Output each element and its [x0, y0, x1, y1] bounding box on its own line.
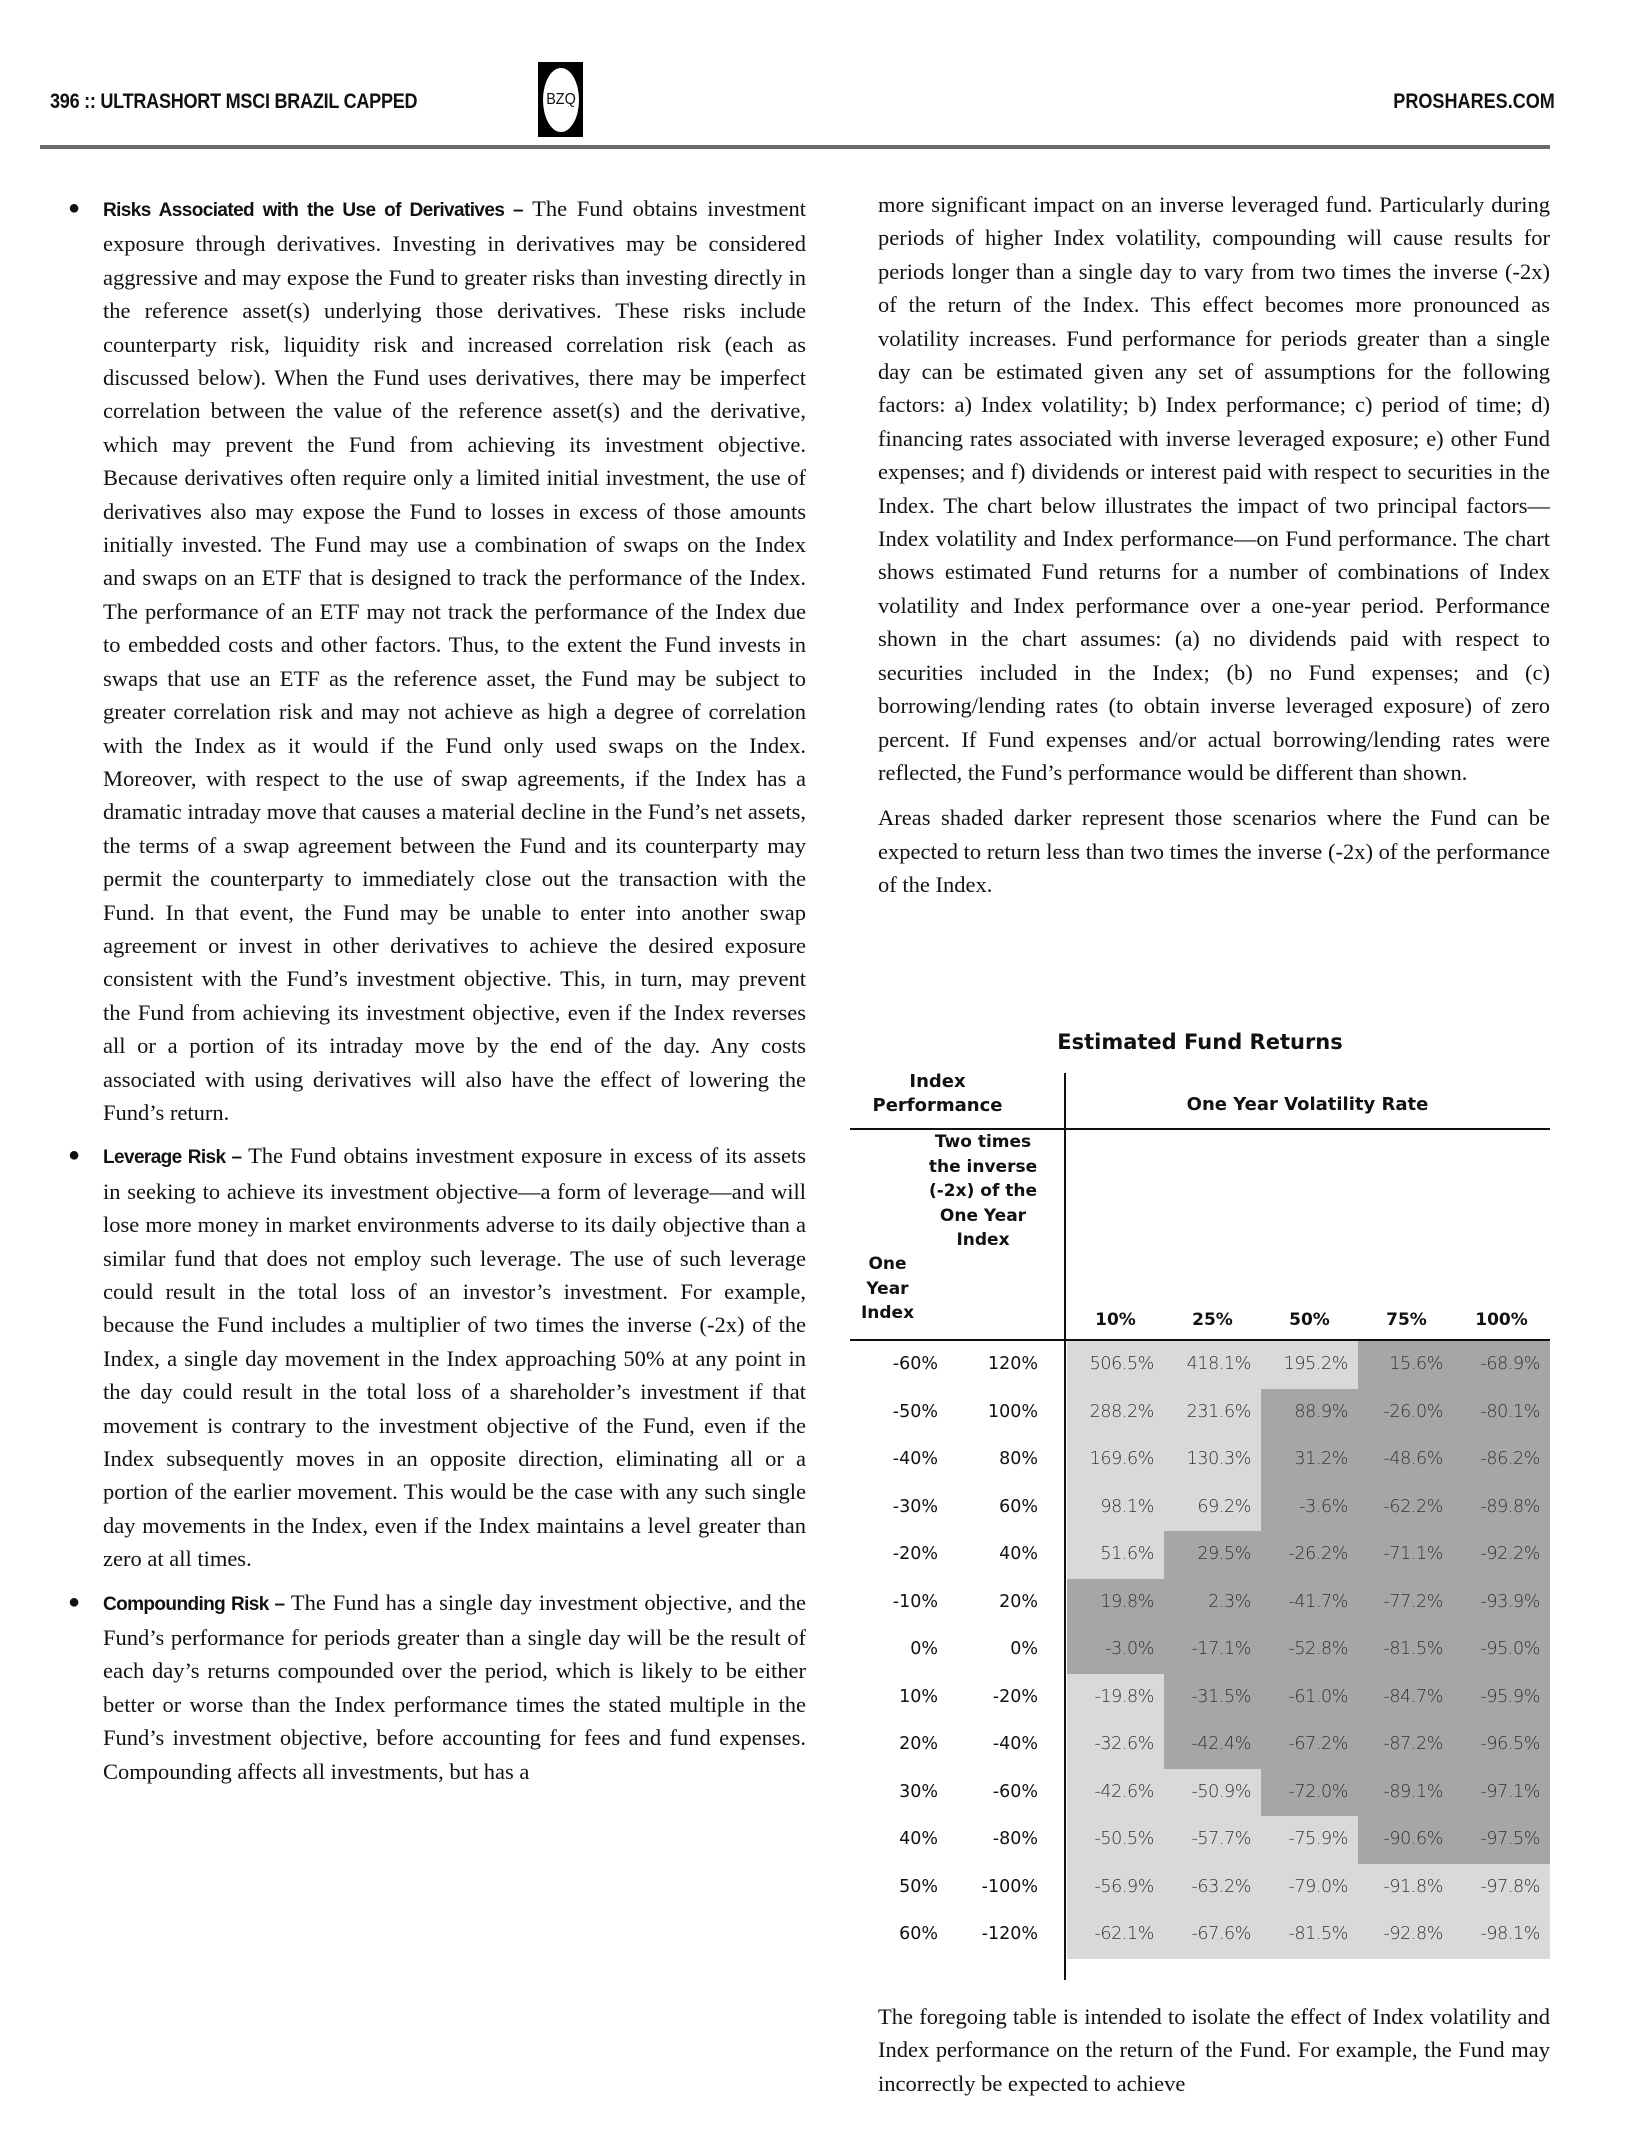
left-column — [68, 192, 807, 1798]
table-row — [850, 1579, 1550, 1627]
one-year-index-cell: 50% — [899, 1876, 938, 1897]
two-times-inverse-cell: 60% — [999, 1496, 1038, 1517]
return-cell: 288.2% — [1067, 1389, 1164, 1437]
return-cell: -96.5% — [1453, 1721, 1550, 1769]
return-cell: -19.8% — [1067, 1674, 1164, 1722]
return-cell: -42.6% — [1067, 1769, 1164, 1817]
two-times-inverse-cell: 80% — [999, 1449, 1038, 1469]
return-cell: -3.0% — [1067, 1626, 1164, 1674]
return-cell: -92.8% — [1358, 1911, 1453, 1959]
return-cell: -48.6% — [1358, 1436, 1453, 1484]
two-times-inverse-cell: -20% — [992, 1686, 1038, 1707]
bullet-text: The Fund obtains investment exposure through derivatives. Investing in derivatives may be considered aggressive and may expose the Fund to greater risks than investing directly in the reference asset(s) underlying those derivatives. These risks include counterparty risk, liquidity risk and increased correlation risk (each as discussed below). When the Fund uses derivatives, there may be imperfect correlation between the value of the reference asset(s) and the derivative, which may prevent the Fund from achieving its investment objective. Because derivatives often require only a limited initial investment, the use of derivatives also may expose the Fund to losses in excess of those amounts initially invested. The Fund may use a combination of swaps on the Index and swaps on an ETF that is designed to track the performance of the Index. The performance of an ETF may not track the performance of the Index due to embedded costs and other factors. Thus, to the extent the Fund invests in swaps that use an ETF as the reference asset, the Fund may be subject to greater correlation risk and may not achieve as high a degree of correlation with the Index as it would if the Fund only used swaps on the Index. Moreover, with respect to the use of swap agreements, if the Index has a dramatic intraday move that causes a material decline in the Fund’s net assets, the terms of a swap agreement between the Fund and its counterparty may permit the counterparty to immediately close out the transaction with the Fund. In that event, the Fund may be unable to enter into another swap agreement or invest in other derivatives to achieve the desired exposure consistent with the Fund’s investment objective. This, in turn, may prevent the Fund from achieving its investment objective, even if the Index reverses all or a portion of its intraday move by the end of the day. Any costs associated with using derivatives will also have the effect of lowering the Fund’s return. — [103, 196, 807, 1125]
table-row — [850, 1436, 1550, 1484]
return-cell: 130.3% — [1164, 1436, 1261, 1484]
return-cell: -98.1% — [1453, 1911, 1550, 1959]
return-cell: -93.9% — [1453, 1579, 1550, 1627]
return-cell: 88.9% — [1261, 1389, 1358, 1437]
return-cell: 418.1% — [1164, 1341, 1261, 1389]
one-year-index-cell: -50% — [892, 1401, 938, 1422]
return-cell: -97.8% — [1453, 1864, 1550, 1912]
table-row — [850, 1769, 1550, 1817]
table-row — [850, 1911, 1550, 1959]
col-header-vol-100: 100% — [1475, 1310, 1528, 1330]
return-cell: -62.1% — [1067, 1911, 1164, 1959]
right-column — [878, 188, 1550, 914]
return-cell: 31.2% — [1261, 1436, 1358, 1484]
index-performance-header: Index Performance — [872, 1071, 1003, 1116]
return-cell: 169.6% — [1067, 1436, 1164, 1484]
return-cell: 29.5% — [1164, 1531, 1261, 1579]
volatility-header: One Year Volatility Rate — [1186, 1094, 1429, 1115]
return-cell: -67.2% — [1261, 1721, 1358, 1769]
table-row — [850, 1341, 1550, 1389]
return-cell: -95.9% — [1453, 1674, 1550, 1722]
bullet-term: Risks Associated with the Use of Derivatives – — [103, 200, 523, 221]
one-year-index-cell: 60% — [899, 1924, 938, 1944]
return-cell: -81.5% — [1261, 1911, 1358, 1959]
shading-note: Areas shaded darker represent those scenarios where the Fund can be expected to return less than two times the inverse (-2x) of the performance of the Index. — [878, 805, 1550, 898]
ticker-badge — [538, 62, 583, 137]
return-cell: -57.7% — [1164, 1816, 1261, 1864]
return-cell: -90.6% — [1358, 1816, 1453, 1864]
two-times-inverse-cell: 0% — [1010, 1639, 1038, 1659]
one-year-index-cell: 40% — [899, 1829, 938, 1849]
compounding-paragraph: more significant impact on an inverse leveraged fund. Particularly during periods of higher Index volatility, compounding will cause results for periods longer than a single day to vary from two times the inverse (-2x) of the return of the Index. This effect becomes more pronounced as volatility increases. Fund performance for periods greater than a single day can be estimated given any set of assumptions for the following factors: a) Index volatility; b) Index performance; c) period of time; d) financing rates associated with inverse leveraged exposure; e) other Fund expenses; and f) dividends or interest paid with respect to securities in the Index. The chart below illustrates the impact of two principal factors—Index volatility and Index performance—on Fund performance. The chart shows estimated Fund returns for a number of combinations of Index volatility and Index performance over a one-year period. Performance shown in the chart assumes: (a) no dividends paid with respect to securities included in the Index; (b) no Fund expenses; and (c) borrowing/lending rates (to obtain inverse leveraged exposure) of zero percent. If Fund expenses and/or actual borrowing/lending rates were reflected, the Fund’s performance would be different than shown. — [878, 192, 1550, 785]
page-title: 396 :: ULTRASHORT MSCI BRAZIL CAPPED — [50, 90, 418, 113]
col-header-vol-25: 25% — [1192, 1310, 1233, 1330]
bullet-icon: ● — [68, 1144, 81, 1167]
return-cell: -87.2% — [1358, 1721, 1453, 1769]
return-cell: -95.0% — [1453, 1626, 1550, 1674]
bullet-icon: ● — [68, 1590, 81, 1613]
col-header-vol-10: 10% — [1095, 1310, 1136, 1330]
return-cell: -89.1% — [1358, 1769, 1453, 1817]
two-times-inverse-cell: 100% — [987, 1401, 1038, 1422]
two-times-inverse-cell: -80% — [992, 1829, 1038, 1849]
closing-paragraph: The foregoing table is intended to isolate the effect of Index volatility and Index performance on the return of the Fund. For example, the Fund may incorrectly be expected to achieve — [878, 2004, 1550, 2096]
return-cell: -50.5% — [1067, 1816, 1164, 1864]
return-cell: 51.6% — [1067, 1531, 1164, 1579]
return-cell: -81.5% — [1358, 1626, 1453, 1674]
one-year-index-cell: 20% — [899, 1734, 938, 1754]
one-year-index-cell: -40% — [892, 1449, 938, 1469]
return-cell: -3.6% — [1261, 1484, 1358, 1532]
return-cell: -42.4% — [1164, 1721, 1261, 1769]
col-header-one-year-index: One Year Index — [860, 1254, 915, 1323]
one-year-index-cell: 10% — [899, 1686, 938, 1707]
table-row — [850, 1816, 1550, 1864]
two-times-inverse-cell: -40% — [992, 1734, 1038, 1754]
two-times-inverse-cell: -60% — [992, 1781, 1038, 1802]
return-cell: -50.9% — [1164, 1769, 1261, 1817]
bullet-leverage-risk — [68, 1139, 807, 1575]
return-cell: -62.2% — [1358, 1484, 1453, 1532]
return-cell: -31.5% — [1164, 1674, 1261, 1722]
return-cell: -61.0% — [1261, 1674, 1358, 1722]
table-body — [850, 1341, 1550, 1959]
return-cell: -89.8% — [1453, 1484, 1550, 1532]
return-cell: 2.3% — [1164, 1579, 1261, 1627]
return-cell: 506.5% — [1067, 1341, 1164, 1389]
return-cell: 195.2% — [1261, 1341, 1358, 1389]
return-cell: -32.6% — [1067, 1721, 1164, 1769]
return-cell: 15.6% — [1358, 1341, 1453, 1389]
two-times-inverse-cell: 20% — [999, 1591, 1038, 1612]
return-cell: -91.8% — [1358, 1864, 1453, 1912]
return-cell: -56.9% — [1067, 1864, 1164, 1912]
return-cell: -80.1% — [1453, 1389, 1550, 1437]
two-times-inverse-cell: -100% — [981, 1876, 1038, 1897]
two-times-inverse-cell: 120% — [987, 1354, 1038, 1374]
bullet-term: Compounding Risk – — [103, 1593, 285, 1615]
table-row — [850, 1531, 1550, 1579]
return-cell: -52.8% — [1261, 1626, 1358, 1674]
table-row — [850, 1674, 1550, 1722]
return-cell: -97.5% — [1453, 1816, 1550, 1864]
ticker-label: BZQ — [543, 68, 579, 132]
return-cell: -75.9% — [1261, 1816, 1358, 1864]
table-row — [850, 1626, 1550, 1674]
table-row — [850, 1484, 1550, 1532]
return-cell: -68.9% — [1453, 1341, 1550, 1389]
return-cell: -97.1% — [1453, 1769, 1550, 1817]
bullet-text: The Fund has a single day investment objective, and the Fund’s performance for periods greater than a single day will be the result of each day’s returns compounded over the period, which is likely to be either better or worse than the Index performance times the stated multiple in the Fund’s investment objective, before accounting for fees and fund expenses. Compounding affects all investments, but has a — [103, 1589, 806, 1784]
return-cell: -63.2% — [1164, 1864, 1261, 1912]
return-cell: -79.0% — [1261, 1864, 1358, 1912]
bullet-compounding-risk — [68, 1586, 806, 1788]
return-cell: -84.7% — [1358, 1674, 1453, 1722]
one-year-index-cell: -10% — [892, 1591, 938, 1612]
return-cell: -17.1% — [1164, 1626, 1261, 1674]
page-header — [50, 62, 1555, 152]
table-row — [850, 1721, 1550, 1769]
return-cell: 69.2% — [1164, 1484, 1261, 1532]
return-cell: -86.2% — [1453, 1436, 1550, 1484]
two-times-inverse-cell: -120% — [981, 1924, 1038, 1944]
return-cell: -41.7% — [1261, 1579, 1358, 1627]
bullet-derivatives-risk — [68, 192, 807, 1129]
one-year-index-cell: -20% — [892, 1544, 938, 1564]
return-cell: -77.2% — [1358, 1579, 1453, 1627]
return-cell: -67.6% — [1164, 1911, 1261, 1959]
table-row — [850, 1389, 1550, 1437]
return-cell: -26.0% — [1358, 1389, 1453, 1437]
bullet-text: The Fund obtains investment exposure in excess of its assets in seeking to achieve its investment objective—a form of leverage—and will lose more money in market environments adverse to its daily objective than a similar fund that does not employ such leverage. The use of such leverage could result in the total loss of an investor’s investment. For example, because the Fund includes a multiplier of two times the inverse (-2x) of the Index, a single day movement in the Index approaching 50% at any point in the day could result in the total loss of a shareholder’s investment if that movement is contrary to the investment objective of the Fund, even if the Index subsequently moves in an opposite direction, eliminating all or a portion of the earlier movement. This would be the case with any such single day movements in the Index, even if the Index maintains a level greater than zero at all times. — [103, 1143, 807, 1572]
return-cell: -71.1% — [1358, 1531, 1453, 1579]
header-divider — [40, 145, 1550, 149]
return-cell: 98.1% — [1067, 1484, 1164, 1532]
return-cell: -92.2% — [1453, 1531, 1550, 1579]
col-header-two-times-inverse: Two times the inverse (-2x) of the One Year Index — [928, 1132, 1038, 1250]
site-link[interactable]: PROSHARES.COM — [1393, 90, 1555, 113]
return-cell: -72.0% — [1261, 1769, 1358, 1817]
one-year-index-cell: -60% — [892, 1354, 938, 1374]
bullet-icon: ● — [68, 197, 81, 219]
two-times-inverse-cell: 40% — [999, 1544, 1038, 1564]
bullet-term: Leverage Risk – — [103, 1147, 242, 1169]
table-row — [850, 1864, 1550, 1912]
return-cell: -26.2% — [1261, 1531, 1358, 1579]
return-cell: 231.6% — [1164, 1389, 1261, 1437]
return-cell: 19.8% — [1067, 1579, 1164, 1627]
table-title: Estimated Fund Returns — [1057, 1030, 1343, 1054]
one-year-index-cell: 30% — [899, 1781, 938, 1802]
one-year-index-cell: 0% — [910, 1639, 938, 1659]
col-header-vol-75: 75% — [1386, 1310, 1427, 1330]
one-year-index-cell: -30% — [892, 1496, 938, 1517]
col-header-vol-50: 50% — [1289, 1310, 1330, 1330]
